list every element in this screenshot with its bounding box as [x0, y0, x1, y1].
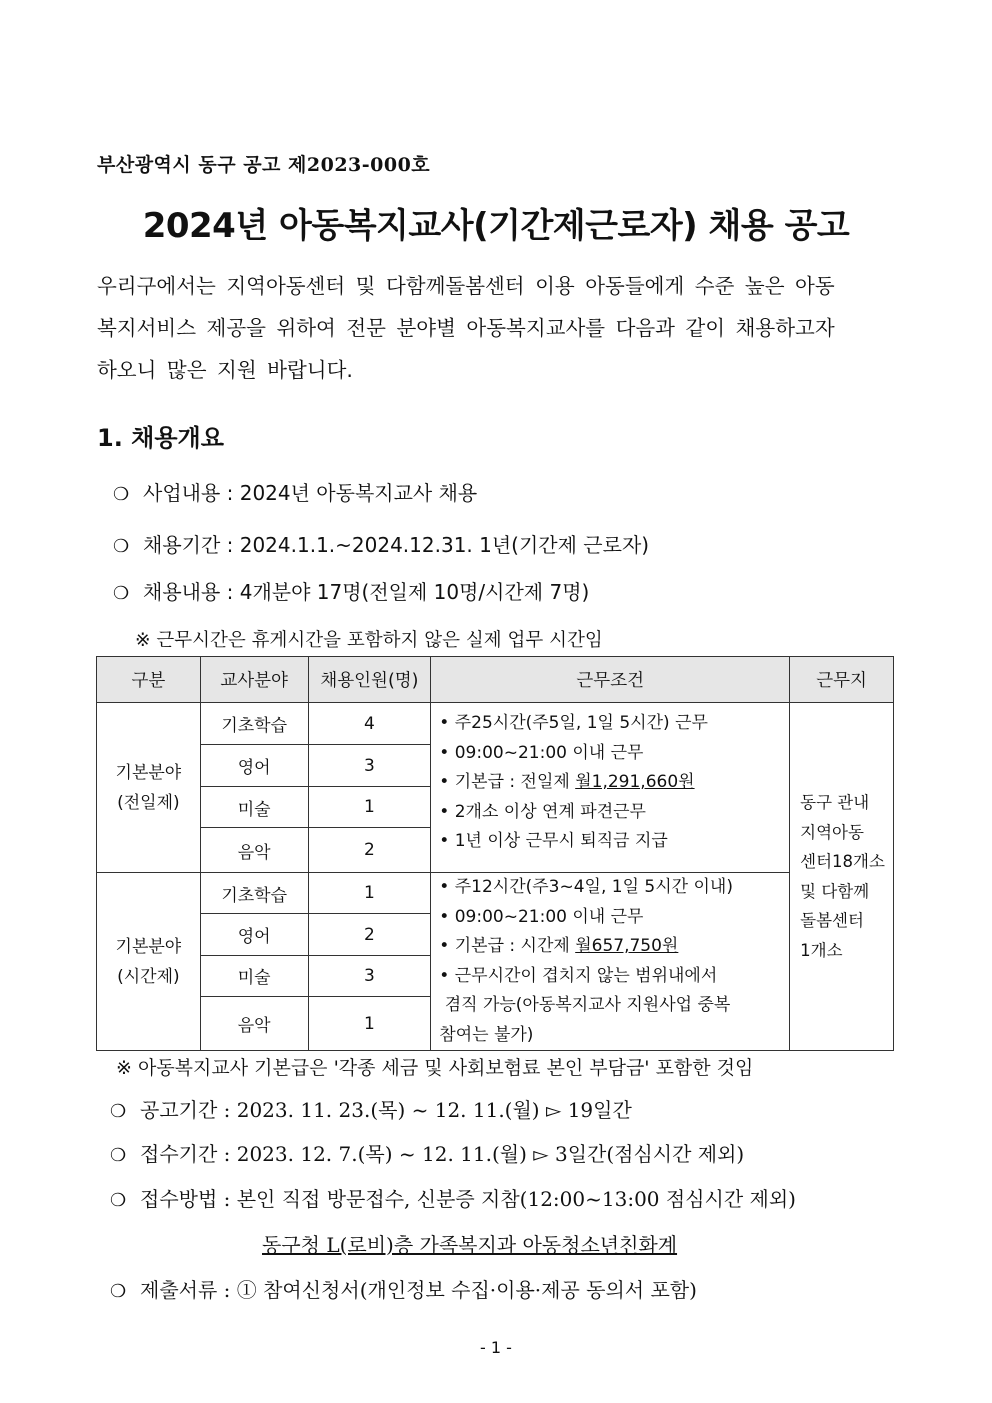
field-cell: 음악 — [200, 997, 308, 1051]
count-cell: 2 — [308, 828, 431, 873]
bullet-circle-icon: ❍ — [113, 536, 130, 557]
receipt-location: 동구청 L(로비)층 가족복지과 아동청소년친화계 — [262, 1233, 678, 1257]
count-cell: 3 — [308, 745, 431, 787]
bullet-circle-icon: ❍ — [113, 583, 130, 604]
header-field: 교사분야 — [200, 657, 308, 703]
header-count: 채용인원(명) — [308, 657, 431, 703]
header-workplace: 근무지 — [790, 657, 894, 703]
conditions-fulltime: • 주25시간(주5일, 1일 5시간) 근무 • 09:00~21:00 이내 근무 • 기본급 : 전일제 월1,291,660원 • 2개소 이상 연계 파견근무 • 1년 이상 근무시 퇴직금 지급 — [431, 703, 790, 873]
item-content: ❍ 채용내용 : 4개분야 17명(전일제 10명/시간제 7명) — [113, 580, 590, 604]
work-hours-note: ※ 근무시간은 휴게시간을 포함하지 않은 실제 업무 시간임 — [135, 630, 603, 651]
field-cell: 기초학습 — [200, 873, 308, 914]
count-cell: 2 — [308, 914, 431, 955]
group-label-fulltime: 기본분야 (전일제) — [97, 703, 201, 873]
item-period: ❍ 채용기간 : 2024.1.1.~2024.12.31. 1년(기간제 근로자) — [113, 533, 650, 557]
count-cell: 1 — [308, 787, 431, 828]
conditions-parttime: • 주12시간(주3~4일, 1일 5시간 이내) • 09:00~21:00 이내 근무 • 기본급 : 시간제 월657,750원 • 근무시간이 겹치지 않는 범위내에서 겸직 가능(아동복지교사 지원사업 중복 참여는 불가) — [431, 873, 790, 1051]
salary-amount: 월1,291,660원 — [575, 772, 695, 792]
header-conditions: 근무조건 — [431, 657, 790, 703]
schedule-documents: ❍ 제출서류 : ① 참여신청서(개인정보 수집·이용·제공 동의서 포함) — [110, 1278, 697, 1302]
recruitment-table — [96, 656, 894, 1051]
field-cell: 영어 — [200, 745, 308, 787]
salary-amount: 월657,750원 — [575, 936, 679, 956]
notice-number: 부산광역시 동구 공고 제2023-000호 — [97, 154, 431, 176]
bullet-circle-icon: ❍ — [110, 1101, 127, 1122]
schedule-receipt: ❍ 접수기간 : 2023. 12. 7.(목) ~ 12. 11.(월) ▻ 3일간(점심시간 제외) — [110, 1142, 745, 1166]
page-number: - 1 - — [480, 1338, 512, 1357]
field-cell: 미술 — [200, 955, 308, 996]
intro-paragraph — [97, 265, 897, 391]
schedule-announce: ❍ 공고기간 : 2023. 11. 23.(목) ~ 12. 11.(월) ▻ 19일간 — [110, 1098, 632, 1122]
table-row — [97, 873, 894, 914]
salary-note: ※ 아동복지교사 기본급은 '각종 세금 및 사회보험료 본인 부담금' 포함한 것임 — [116, 1057, 754, 1079]
intro-line: 하오니 많은 지원 바랍니다. — [97, 358, 353, 382]
field-cell: 기초학습 — [200, 703, 308, 745]
group-label-parttime: 기본분야 (시간제) — [97, 873, 201, 1051]
table-header-row — [97, 657, 894, 703]
field-cell: 미술 — [200, 787, 308, 828]
count-cell: 4 — [308, 703, 431, 745]
workplace-cell: 동구 관내 지역아동 센터18개소 및 다함께 돌봄센터 1개소 — [790, 703, 894, 1051]
bullet-circle-icon: ❍ — [110, 1281, 127, 1302]
schedule-method: ❍ 접수방법 : 본인 직접 방문접수, 신분증 지참(12:00~13:00 점심시간 제외) — [110, 1187, 796, 1211]
item-business: ❍ 사업내용 : 2024년 아동복지교사 채용 — [113, 481, 478, 505]
count-cell: 1 — [308, 873, 431, 914]
field-cell: 음악 — [200, 828, 308, 873]
count-cell: 3 — [308, 955, 431, 996]
intro-line: 우리구에서는 지역아동센터 및 다함께돌봄센터 이용 아동들에게 수준 높은 아동 — [97, 274, 835, 298]
count-cell: 1 — [308, 997, 431, 1051]
field-cell: 영어 — [200, 914, 308, 955]
bullet-circle-icon: ❍ — [110, 1145, 127, 1166]
bullet-circle-icon: ❍ — [113, 484, 130, 505]
intro-line: 복지서비스 제공을 위하여 전문 분야별 아동복지교사를 다음과 같이 채용하고자 — [97, 316, 835, 340]
page-title: 2024년 아동복지교사(기간제근로자) 채용 공고 — [142, 206, 850, 246]
table-row — [97, 703, 894, 745]
header-category: 구분 — [97, 657, 201, 703]
section-title: 1. 채용개요 — [97, 424, 224, 452]
bullet-circle-icon: ❍ — [110, 1190, 127, 1211]
